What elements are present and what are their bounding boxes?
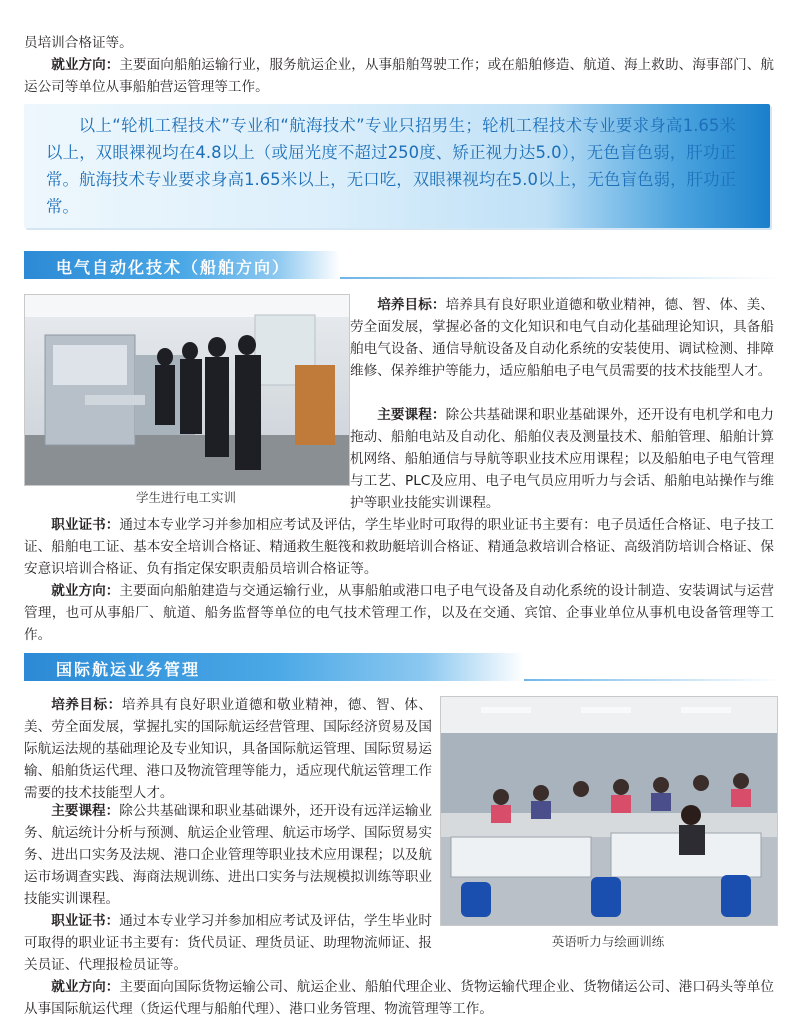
section-title: 电气自动化技术（船舶方向）: [56, 258, 291, 277]
photo-caption: 英语听力与绘画训练: [551, 934, 665, 949]
electrical-employment-paragraph: [24, 580, 774, 646]
course-text: 除公共基础课和职业基础课外，还开设有远洋运输业务、航运统计分析与预测、航运企业管理、航运市场学、国际贸易实务、进出口实务及法规、港口企业管理等职业技术应用课程；以及航运市场调查实践、海商法规训练、进出口实务与法规模拟训练等职业技能实训课程。: [24, 803, 433, 907]
classroom-photo-illustration: [441, 697, 777, 925]
electrical-certificate-paragraph: [24, 514, 774, 580]
goal-label: 培养目标：: [377, 297, 446, 313]
lab-photo-illustration: [25, 295, 349, 485]
requirements-text: 以上“轮机工程技术”专业和“航海技术”专业只招男生；轮机工程技术专业要求身高1.65米以上，双眼裸视均在4.8以上（或屈光度不超过250度、矫正视力达5.0），无色盲色弱，肝功正常。航海技术专业要求身高1.65米以上，无口吃，双眼裸视均在5.0以上，无色盲色弱，肝功正常。: [46, 116, 736, 216]
electrical-course-paragraph: [350, 404, 774, 514]
goal-text: 培养具有良好职业道德和敬业精神，德、智、体、美、劳全面发展，掌握扎实的国际航运经营管理、国际经济贸易及国际航运法规的基础理论及专业知识，具备国际航运管理、国际贸易运输、船舶货运代理、港口及物流管理等能力，适应现代航运管理工作需要的技术技能型人才。: [24, 697, 433, 801]
goal-text: 培养具有良好职业道德和敬业精神，德、智、体、美、劳全面发展，掌握必备的文化知识和电气自动化基础理论知识，具备船舶电气设备、通信导航设备及自动化系统的安装使用、调试检测、排障维修、保养维护等能力，适应船舶电子电气员需要的技术技能型人才。: [350, 297, 775, 379]
course-text: 除公共基础课和职业基础课外，还开设有电机学和电力拖动、船舶电站及自动化、船舶仪表及测量技术、船舶管理、船舶计算机网络、船舶通信与导航等职业技术应用课程；以及船舶电子电气管理与工艺、PLC及应用、电子电气员应用听力与会话、船舶电站操作与维护等职业技能实训课程。: [350, 407, 775, 511]
certificate-text: 通过本专业学习并参加相应考试及评估，学生毕业时可取得的职业证书主要有：电子员适任合格证、电子技工证、船舶电工证、基本安全培训合格证、精通救生艇筏和救助艇培训合格证、精通急救培训合格证、高级消防培训合格证、保安意识培训合格证、负有指定保安职责船员培训合格证等。: [24, 517, 775, 577]
shipping-goal-paragraph: [24, 694, 432, 804]
course-label: 主要课程：: [377, 407, 446, 423]
electrical-training-photo: [24, 294, 350, 486]
employment-label: 就业方向：: [51, 57, 120, 73]
section-title: 国际航运业务管理: [56, 660, 201, 679]
section-header-shipping: [24, 653, 784, 681]
certificate-label: 职业证书：: [51, 517, 120, 533]
shipping-certificate-paragraph: [24, 910, 432, 976]
classroom-photo: [440, 696, 778, 926]
certificate-label: 职业证书：: [51, 913, 120, 929]
section-header-electrical: [24, 251, 784, 279]
goal-label: 培养目标：: [51, 697, 122, 713]
shipping-course-paragraph: [24, 800, 432, 910]
certificate-text: 通过本专业学习并参加相应考试及评估，学生毕业时可取得的职业证书主要有：货代员证、理货员证、助理物流师证、报关员证、代理报检员证等。: [24, 913, 433, 973]
electrical-goal-paragraph: [350, 294, 774, 382]
intro-employment-paragraph: [24, 54, 774, 98]
employment-text: 主要面向船舶建造与交通运输行业，从事船舶或港口电子电气设备及自动化系统的设计制造、安装调试与运营管理，也可从事船厂、航道、船务监督等单位的电气技术管理工作，以及在交通、宾馆、企事业单位从事机电设备管理等工作。: [24, 583, 775, 643]
employment-label: 就业方向：: [51, 583, 120, 599]
intro-line: 员培训合格证等。: [24, 35, 133, 51]
employment-text: 主要面向船舶运输行业，服务航运企业，从事船舶驾驶工作；或在船舶修造、航道、海上救助、海事部门、航运公司等单位从事船舶营运管理等工作。: [24, 57, 775, 95]
employment-text: 主要面向国际货物运输公司、航运企业、船舶代理企业、货物运输代理企业、货物储运公司、港口码头等单位从事国际航运代理（货运代理与船舶代理）、港口业务管理、物流管理等工作。: [24, 979, 775, 1017]
photo-caption: 学生进行电工实训: [135, 490, 236, 505]
course-label: 主要课程：: [51, 803, 120, 819]
employment-label: 就业方向：: [51, 979, 120, 995]
shipping-employment-paragraph: [24, 976, 774, 1020]
